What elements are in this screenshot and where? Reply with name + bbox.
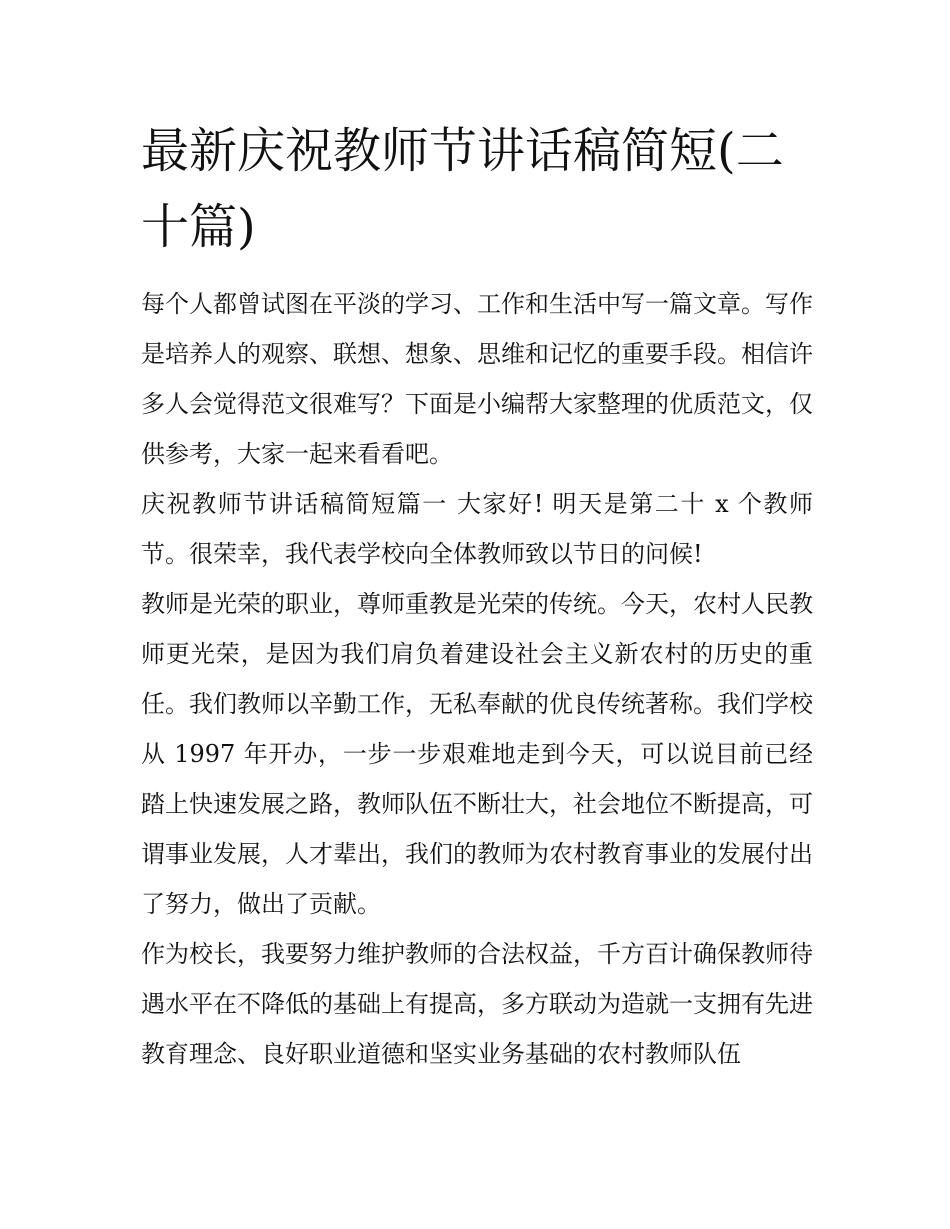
principal-commitment-paragraph: 作为校长，我要努力维护教师的合法权益，千方百计确保教师待遇水平在不降低的基础上有提高，多方联动为造就一支拥有先进教育理念、良好职业道德和坚实业务基础的农村教师队伍 [141,940,813,1068]
greeting-paragraph: 庆祝教师节讲话稿简短篇一 大家好! 明天是第二十 x 个教师节。很荣幸，我代表学校向全体教师致以节日的问候! [141,490,813,568]
document-title: 最新庆祝教师节讲话稿简短(二十篇) [141,123,784,255]
document-body [141,113,813,1079]
intro-paragraph: 每个人都曾试图在平淡的学习、工作和生活中写一篇文章。写作是培养人的观察、联想、想象、思维和记忆的重要手段。相信许多人会觉得范文很难写？下面是小编帮大家整理的优质范文，仅供参考，大家一起来看看吧。 [141,290,813,468]
teacher-honor-paragraph: 教师是光荣的职业，尊师重教是光荣的传统。今天，农村人民教师更光荣，是因为我们肩负着建设社会主义新农村的历史的重任。我们教师以辛勤工作，无私奉献的优良传统著称。我们学校从 1997 年开办，一步一步艰难地走到今天，可以说目前已经踏上快速发展之路，教师队伍不断壮大，社会地位不断提高，可谓事业发展，人才辈出，我们的教师为农村教育事业的发展付出了努力，做出了贡献。 [141,590,813,918]
